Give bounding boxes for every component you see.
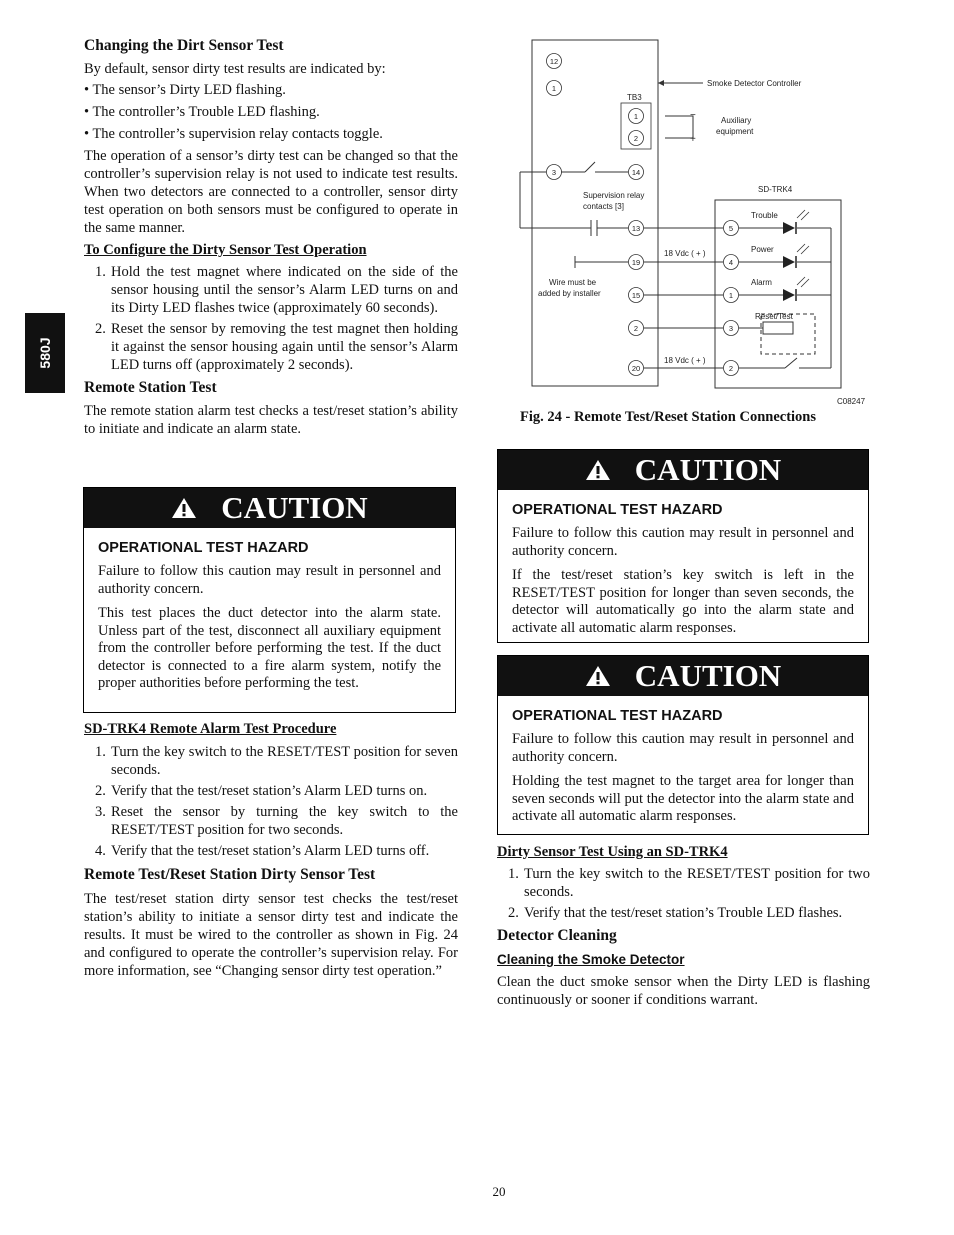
sdtrk4-step: 4. Verify that the test/reset station’s Alarm LED turns off. xyxy=(95,843,430,859)
plus-sign: + xyxy=(690,134,696,145)
supervision-label: contacts [3] xyxy=(583,202,624,211)
figure-code: C08247 xyxy=(837,397,866,406)
voltage-label: 18 Vdc ( + ) xyxy=(664,249,706,258)
minus-sign: − xyxy=(690,110,696,121)
caution-banner xyxy=(84,488,455,528)
terminal-label: 20 xyxy=(631,364,641,373)
trouble-label: Trouble xyxy=(751,211,778,220)
warning-triangle-icon xyxy=(171,497,197,519)
voltage-label: 18 Vdc ( + ) xyxy=(664,356,706,365)
smoke-controller-label: Smoke Detector Controller xyxy=(707,79,802,88)
dirty-trk4-heading: Dirty Sensor Test Using an SD-TRK4 xyxy=(497,844,728,860)
dirty-sensor-test-heading: Remote Test/Reset Station Dirty Sensor Test xyxy=(84,866,376,883)
remote-station-heading: Remote Station Test xyxy=(84,379,217,396)
terminal-label: 19 xyxy=(631,258,641,267)
terminal-label: 4 xyxy=(728,258,734,267)
configure-steps xyxy=(84,263,458,374)
wire-note: added by installer xyxy=(538,289,601,298)
caution-text: Holding the test magnet to the target area for longer than seven seconds will put the detector into the alarm state and activate all automatic alarm responses. xyxy=(512,773,854,824)
hazard-title: OPERATIONAL TEST HAZARD xyxy=(98,540,309,556)
dirty-trk4-step: 2. Verify that the test/reset station’s Trouble LED flashes. xyxy=(508,905,843,921)
dirt-bullet: • The controller’s Trouble LED flashing. xyxy=(84,104,320,120)
model-label: 580J xyxy=(37,337,53,369)
terminal-label: 15 xyxy=(631,291,641,300)
sdtrk4-step: 2. Verify that the test/reset station’s Alarm LED turns on. xyxy=(95,783,428,799)
auxiliary-label: equipment xyxy=(716,127,754,136)
sdtrk4-label: SD-TRK4 xyxy=(758,185,793,194)
terminal-label: 1 xyxy=(551,84,557,93)
terminal-label: 3 xyxy=(551,168,557,177)
terminal-label: 1 xyxy=(728,291,734,300)
tb3-label: TB3 xyxy=(627,93,642,102)
caution-title: CAUTION xyxy=(221,490,368,525)
dirty-trk4-steps xyxy=(497,865,870,922)
dirt-sensor-heading: Changing the Dirt Sensor Test xyxy=(84,37,284,54)
terminal-label: 2 xyxy=(728,364,734,373)
dirt-paragraph: The operation of a sensor’s dirty test can be changed so that the controller’s supervision relay is not used to indicate test results. When two detectors are connected to a controller, sensor dirty test operation on both sensors must be configured to operate in the same manner. xyxy=(84,148,458,236)
caution-text: Failure to follow this caution may result in personnel and authority concern. xyxy=(512,525,854,559)
caution-box-2 xyxy=(497,449,869,643)
page-number: 20 xyxy=(492,1184,506,1199)
terminal-label: 12 xyxy=(549,57,559,66)
warning-triangle-icon xyxy=(585,459,611,481)
sdtrk4-procedure-heading: SD-TRK4 Remote Alarm Test Procedure xyxy=(84,721,337,737)
left-column xyxy=(84,37,458,438)
configure-heading: To Configure the Dirty Sensor Test Operation xyxy=(84,242,367,258)
sdtrk4-steps xyxy=(84,743,458,860)
controller-box xyxy=(532,40,658,386)
right-column-lower xyxy=(497,844,870,1009)
terminal-label: 1 xyxy=(633,112,639,121)
dirt-intro: By default, sensor dirty test results are indicated by: xyxy=(84,61,386,77)
dirt-bullet: • The controller’s supervision relay contacts toggle. xyxy=(84,126,383,142)
caution-text: Failure to follow this caution may result in personnel and authority concern. xyxy=(512,731,854,765)
warning-triangle-icon xyxy=(585,665,611,687)
cleaning-subheading: Cleaning the Smoke Detector xyxy=(497,952,685,967)
caution-banner xyxy=(498,450,868,490)
sdtrk4-step: 3. Reset the sensor by turning the key switch to the RESET/TEST position for two seconds. xyxy=(95,804,458,838)
dirty-sensor-test-paragraph: The test/reset station dirty sensor test checks the test/reset station’s ability to initiate a sensor dirty test and indicate the results. It must be wired to the controller as shown in Fig. 24 and configured to operate the controller’s supervision relay. For more information, see “Changing sensor dirty test operation.” xyxy=(84,891,458,979)
wiring-diagram xyxy=(515,30,880,408)
caution-title: CAUTION xyxy=(634,452,782,487)
caution-box-3 xyxy=(497,655,869,835)
terminal-label: 5 xyxy=(728,224,734,233)
reset-test-label: Reset/Test xyxy=(755,312,793,321)
caution-banner xyxy=(498,656,868,696)
detector-cleaning-heading: Detector Cleaning xyxy=(497,927,617,944)
configure-step: 1. Hold the test magnet where indicated on the side of the sensor housing until the sensor’s Alarm LED turns on and its Dirty LED flashes twice (approximately 60 seconds). xyxy=(95,264,458,316)
dirt-bullet: • The sensor’s Dirty LED flashing. xyxy=(84,82,286,98)
terminal-label: 3 xyxy=(728,324,734,333)
auxiliary-label: Auxiliary xyxy=(721,116,752,125)
wire-note: Wire must be xyxy=(549,278,597,287)
figure-caption: Fig. 24 - Remote Test/Reset Station Connections xyxy=(520,409,817,425)
terminal-label: 14 xyxy=(631,168,641,177)
model-side-tab xyxy=(25,313,65,393)
caution-text: This test places the duct detector into the alarm state. Unless part of the test, disconnect all auxiliary equipment from the controller before performing the test. If the duct detector is connected to a fire alarm system, notify the proper authorities before performing the test. xyxy=(98,605,441,691)
power-label: Power xyxy=(751,245,774,254)
terminal-label: 13 xyxy=(631,224,641,233)
hazard-title: OPERATIONAL TEST HAZARD xyxy=(512,502,723,518)
hazard-title: OPERATIONAL TEST HAZARD xyxy=(512,708,723,724)
supervision-label: Supervision relay xyxy=(583,191,645,200)
alarm-label: Alarm xyxy=(751,278,772,287)
caution-title: CAUTION xyxy=(634,658,782,693)
caution-box-1 xyxy=(83,487,456,713)
cleaning-paragraph: Clean the duct smoke sensor when the Dirty LED is flashing continuously or sooner if conditions warrant. xyxy=(497,974,870,1008)
remote-station-paragraph: The remote station alarm test checks a test/reset station’s ability to initiate and indicate an alarm state. xyxy=(84,403,458,437)
dirty-trk4-step: 1. Turn the key switch to the RESET/TEST position for two seconds. xyxy=(508,866,870,900)
dirt-bullet-list xyxy=(84,79,458,145)
sdtrk4-step: 1. Turn the key switch to the RESET/TEST position for seven seconds. xyxy=(95,744,458,778)
caution-text: If the test/reset station’s key switch is left in the RESET/TEST position for longer than seven seconds, the detector will automatically go into the alarm state and activate all automatic alarm responses. xyxy=(512,567,854,636)
terminal-label: 2 xyxy=(633,134,639,143)
terminal-label: 2 xyxy=(633,324,639,333)
caution-text: Failure to follow this caution may result in personnel and authority concern. xyxy=(98,563,441,597)
left-column-lower xyxy=(84,721,458,980)
configure-step: 2. Reset the sensor by removing the test magnet then holding it against the sensor housing again until the sensor’s Alarm LED turns off (approximately 2 seconds). xyxy=(95,321,458,373)
